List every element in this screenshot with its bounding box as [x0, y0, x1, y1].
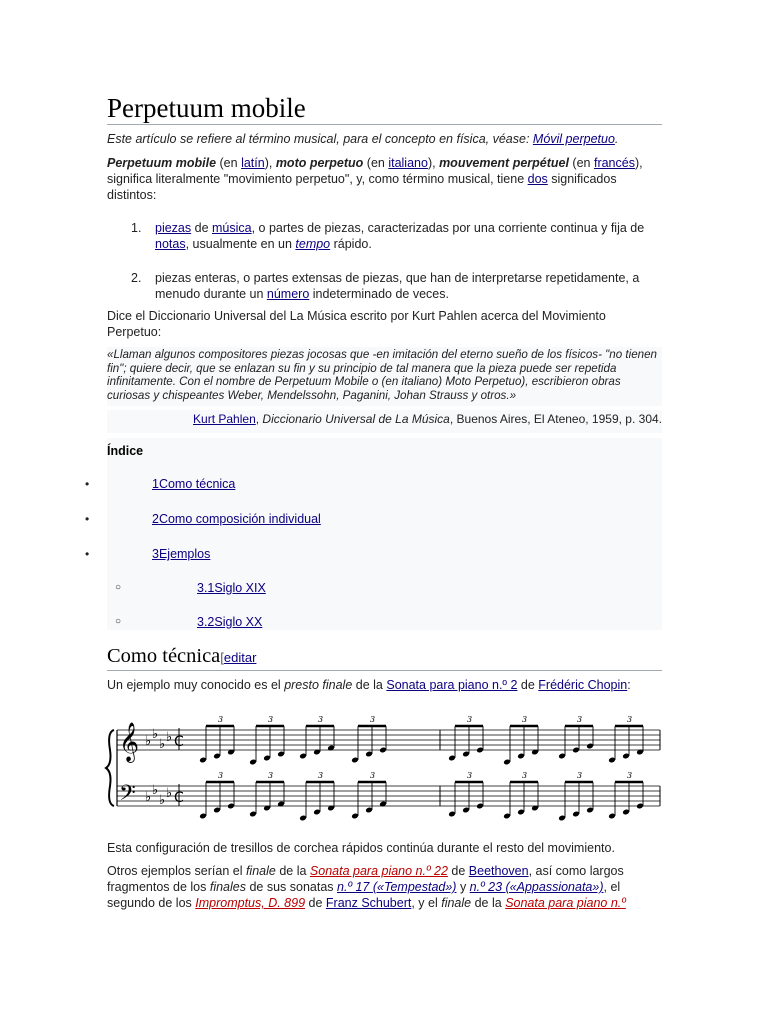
tuplet-number: 3: [218, 715, 224, 724]
p-text: :: [627, 678, 631, 692]
paragraph-configuracion: Esta configuración de tresillos de corchea rápidos continúa durante el resto del movimiento.: [107, 841, 615, 855]
list-number: 2.: [131, 271, 142, 285]
hatnote-link[interactable]: Móvil perpetuo: [532, 132, 615, 146]
p-text: de la: [471, 896, 506, 910]
flat-sign: ♭: [166, 730, 173, 745]
link-italian[interactable]: italiano: [388, 156, 428, 170]
link-sonata-2[interactable]: Sonata para piano n.º 2: [386, 678, 518, 692]
paragraph-otros-ejemplos: [107, 863, 662, 911]
tuplet-number: 3: [318, 715, 324, 724]
table-of-contents: [85, 438, 662, 630]
p-text: , el segundo de los: [107, 880, 621, 910]
paragraph-ejemplo: [107, 677, 662, 693]
p-text: , y el: [411, 896, 442, 910]
link-latin[interactable]: latín: [241, 156, 265, 170]
link-sonata-22[interactable]: Sonata para piano n.º 22: [309, 864, 448, 878]
time-signature: C: [174, 790, 184, 806]
def-text: rápido.: [330, 237, 372, 251]
intro-text: ),: [427, 156, 440, 170]
bullet-icon: ○: [115, 616, 122, 627]
tuplet-number: 3: [627, 715, 633, 724]
tuplet-number: 3: [467, 771, 473, 780]
term-latin: Perpetuum mobile: [107, 156, 217, 170]
p-text: , así como largos fragmentos de los: [107, 864, 624, 894]
list-item: [107, 270, 662, 302]
p-text: de la: [275, 864, 310, 878]
toc-number: 1: [152, 477, 159, 491]
tuplet-number: 3: [522, 771, 528, 780]
toc-label: Ejemplos: [158, 547, 211, 561]
tuplet-number: 3: [577, 715, 583, 724]
hatnote-end: .: [614, 132, 619, 146]
link-sonata-incomplete[interactable]: Sonata para piano n.º: [505, 896, 626, 910]
term-french: mouvement perpétuel: [439, 156, 569, 170]
toc-number: 3: [152, 547, 159, 561]
tuplet-number: 3: [577, 771, 583, 780]
section-title: Como técnica: [107, 645, 221, 667]
def-text: , usualmente en un: [185, 237, 296, 251]
def-text: , o partes de piezas, caracterizadas por una corriente continua y fija de: [251, 221, 645, 235]
flat-sign: ♭: [152, 783, 159, 798]
toc-title: Índice: [107, 444, 144, 458]
link-dos[interactable]: dos: [527, 172, 548, 186]
toc-label: Como composición individual: [158, 512, 321, 526]
p-text: Un ejemplo muy conocido es el: [107, 678, 285, 692]
def-text: de: [191, 221, 212, 235]
intro-text: ), significa literalmente "movimiento perpetuo", y, como término musical, tiene: [107, 156, 643, 186]
time-signature: C: [174, 734, 184, 750]
hatnote-text: Este artículo se refiere al término musical, para el concepto en física, véase:: [107, 132, 533, 146]
p-italic: finale: [441, 896, 472, 910]
p-text: Otros ejemplos serían el: [107, 864, 246, 878]
tuplet-number: 3: [522, 715, 528, 724]
tuplet-number: 3: [218, 771, 224, 780]
flat-sign: ♭: [159, 793, 166, 808]
brace: [106, 730, 114, 806]
treble-clef: 𝄞: [119, 722, 140, 762]
link-beethoven[interactable]: Beethoven: [468, 864, 529, 878]
definitions-list: [107, 220, 662, 320]
p-italic: finale: [245, 864, 276, 878]
intro-text: (en: [568, 156, 594, 170]
cite-work: Diccionario Universal de La Música: [262, 412, 450, 426]
tuplet-number: 3: [370, 715, 376, 724]
toc-number: 2: [152, 512, 159, 526]
link-notas[interactable]: notas: [155, 237, 186, 251]
flat-sign: ♭: [145, 790, 152, 805]
hatnote: [107, 131, 662, 147]
p-text: y: [456, 880, 470, 894]
tuplet-number: 3: [268, 715, 274, 724]
toc-link-como-tecnica[interactable]: [152, 476, 235, 492]
flat-sign: ♭: [166, 786, 173, 801]
toc-label: Siglo XX: [214, 615, 263, 629]
flat-sign: ♭: [145, 734, 152, 749]
intro-paragraph: [107, 155, 662, 203]
bass-clef: 𝄢: [119, 781, 136, 811]
tuplet-number: 3: [370, 771, 376, 780]
link-sonata-23[interactable]: n.º 23 («Appassionata»): [469, 880, 604, 894]
link-sonata-17[interactable]: n.º 17 («Tempestad»): [337, 880, 457, 894]
bullet-icon: ○: [115, 582, 122, 593]
edit-link[interactable]: editar: [223, 650, 257, 665]
toc-number: 3.2: [197, 615, 215, 629]
cite-sep: ,: [255, 412, 263, 426]
toc-number: 3.1: [197, 581, 215, 595]
edit-bracket: [: [220, 650, 224, 665]
link-schubert[interactable]: Franz Schubert: [325, 896, 412, 910]
p-text: de: [447, 864, 469, 878]
link-impromptus[interactable]: Impromptus, D. 899: [195, 896, 306, 910]
link-tempo[interactable]: tempo: [295, 237, 331, 251]
tuplet-number: 3: [627, 771, 633, 780]
cite-rest: , Buenos Aires, El Ateneo, 1959, p. 304.: [449, 412, 662, 426]
toc-link-ejemplos[interactable]: [152, 546, 210, 562]
blockquote: «Llaman algunos compositores piezas jocosas que -en imitación del eterno sueño de los físicos- "no tienen fin"; quiere decir, que se enlazan su fin y su principio de tal manera que la pieza puede ser repetida infinitamente. Con el nombre de Perpetuum Mobile o (en italiano) Moto Perpetuo), escribieron obras curiosas y chispeantes Weber, Mendelssohn, Paganini, Johan Strauss y otros.»: [107, 347, 662, 406]
def-text: piezas enteras, o partes extensas de piezas, que han de interpretarse repetidamente, a menudo durante un: [155, 271, 640, 301]
intro-text: significados distintos:: [107, 172, 617, 202]
flat-sign: ♭: [152, 727, 159, 742]
p-italic: finales: [209, 880, 246, 894]
bullet-icon: •: [85, 512, 90, 526]
intro-text: (en: [363, 156, 389, 170]
bullet-icon: •: [85, 477, 90, 491]
music-score-image: [107, 715, 662, 832]
p-text: de la: [352, 678, 387, 692]
intro-text: (en: [216, 156, 242, 170]
tuplet-number: 3: [268, 771, 274, 780]
toc-link-siglo-xx[interactable]: [197, 614, 262, 630]
page-title: Perpetuum mobile: [107, 92, 662, 125]
paragraph-dice: Dice el Diccionario Universal del La Música escrito por Kurt Pahlen acerca del Movimiento Perpetuo:: [107, 309, 606, 339]
tuplet-number: 3: [318, 771, 324, 780]
quote-citation: [107, 410, 662, 433]
intro-text: ),: [264, 156, 276, 170]
p-italic: presto finale: [284, 678, 353, 692]
link-chopin[interactable]: Frédéric Chopin: [538, 678, 628, 692]
toc-label: Como técnica: [158, 477, 236, 491]
p-text: de: [517, 678, 539, 692]
bullet-icon: •: [85, 547, 90, 561]
list-number: 1.: [131, 221, 142, 235]
link-french[interactable]: francés: [593, 156, 635, 170]
section-heading-como-tecnica: [107, 644, 662, 671]
toc-label: Siglo XIX: [214, 581, 266, 595]
def-text: indeterminado de veces.: [309, 287, 449, 301]
term-italian: moto perpetuo: [275, 156, 364, 170]
link-kurt-pahlen[interactable]: Kurt Pahlen: [193, 412, 256, 426]
link-musica[interactable]: música: [212, 221, 252, 235]
toc-link-composicion[interactable]: [152, 511, 321, 527]
link-numero[interactable]: número: [266, 287, 310, 301]
p-text: de: [305, 896, 326, 910]
flat-sign: ♭: [159, 737, 166, 752]
link-piezas[interactable]: piezas: [155, 221, 192, 235]
tuplet-number: 3: [467, 715, 473, 724]
list-item: [107, 220, 662, 252]
toc-link-siglo-xix[interactable]: [197, 580, 266, 596]
p-text: de sus sonatas: [245, 880, 338, 894]
